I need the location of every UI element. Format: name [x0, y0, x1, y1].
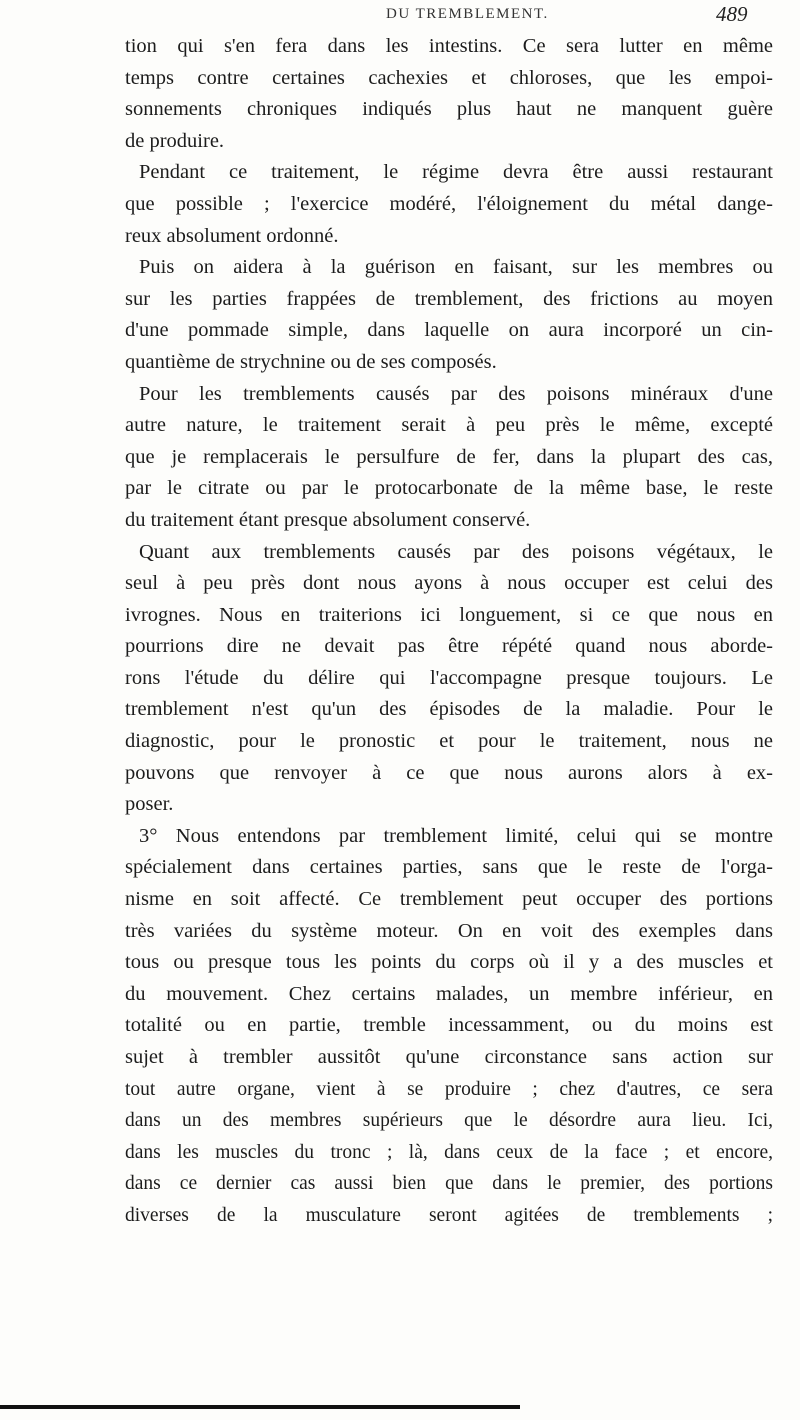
- text-line: que possible ; l'exercice modéré, l'éloignement du métal dange-: [125, 192, 773, 215]
- text-line: tous ou presque tous les points du corps où il y a des muscles et: [125, 951, 773, 974]
- text-line: Quant aux tremblements causés par des poisons végétaux, le: [139, 540, 773, 563]
- text-line: spécialement dans certaines parties, sans que le reste de l'orga-: [125, 856, 773, 879]
- running-title: DU TREMBLEMENT.: [386, 6, 549, 22]
- text-line: tremblement n'est qu'un des épisodes de la maladie. Pour le: [125, 698, 773, 721]
- text-line: dans un des membres supérieurs que le désordre aura lieu. Ici,: [125, 1110, 773, 1132]
- page-number: 489: [716, 2, 748, 26]
- text-line: Pendant ce traitement, le régime devra être aussi restaurant: [139, 161, 773, 184]
- text-line: dans les muscles du tronc ; là, dans ceux de la face ; et encore,: [125, 1141, 773, 1163]
- text-line: sujet à trembler aussitôt qu'une circonstance sans action sur: [125, 1046, 773, 1068]
- text-line: seul à peu près dont nous ayons à nous occuper est celui des: [125, 572, 773, 595]
- text-line: nisme en soit affecté. Ce tremblement peut occuper des portions: [125, 888, 773, 911]
- text-line: tout autre organe, vient à se produire ; chez d'autres, ce sera: [125, 1078, 773, 1100]
- text-line: de produire.: [125, 129, 225, 152]
- text-line: pouvons que renvoyer à ce que nous aurons alors à ex-: [125, 761, 773, 784]
- text-line: quantième de strychnine ou de ses composés.: [125, 350, 497, 373]
- text-line: 3° Nous entendons par tremblement limité, celui qui se montre: [139, 824, 773, 847]
- text-line: d'une pommade simple, dans laquelle on aura incorporé un cin-: [125, 319, 773, 342]
- scan-edge-rule: [0, 1405, 520, 1409]
- text-line: pourrions dire ne devait pas être répété quand nous aborde-: [125, 635, 773, 658]
- text-line: temps contre certaines cachexies et chloroses, que les empoi-: [125, 66, 773, 89]
- body-text: [125, 31, 773, 1232]
- running-head: [0, 2, 800, 28]
- text-line: diagnostic, pour le pronostic et pour le traitement, nous ne: [125, 730, 773, 753]
- text-line: tion qui s'en fera dans les intestins. Ce sera lutter en même: [125, 35, 773, 57]
- text-line: Puis on aidera à la guérison en faisant, sur les membres ou: [139, 256, 773, 279]
- text-line: sur les parties frappées de tremblement, des frictions au moyen: [125, 287, 773, 310]
- text-line: reux absolument ordonné.: [125, 224, 339, 247]
- text-line: dans ce dernier cas aussi bien que dans le premier, des portions: [125, 1173, 773, 1195]
- text-line: que je remplacerais le persulfure de fer, dans la plupart des cas,: [125, 445, 773, 468]
- text-line: rons l'étude du délire qui l'accompagne presque toujours. Le: [125, 666, 773, 689]
- text-line: totalité ou en partie, tremble incessamment, ou du moins est: [125, 1014, 773, 1037]
- text-line: diverses de la musculature seront agitées de tremblements ;: [125, 1204, 773, 1226]
- text-line: très variées du système moteur. On en voit des exemples dans: [125, 919, 773, 942]
- text-line: du traitement étant presque absolument conservé.: [125, 508, 531, 531]
- text-line: par le citrate ou par le protocarbonate de la même base, le reste: [125, 477, 773, 500]
- text-line: Pour les tremblements causés par des poisons minéraux d'une: [139, 382, 773, 405]
- text-line: poser.: [125, 793, 174, 816]
- text-line: ivrognes. Nous en traiterions ici longuement, si ce que nous en: [125, 603, 773, 626]
- text-line: autre nature, le traitement serait à peu près le même, excepté: [125, 414, 773, 437]
- text-line: sonnements chroniques indiqués plus haut ne manquent guère: [125, 98, 773, 121]
- text-line: du mouvement. Chez certains malades, un membre inférieur, en: [125, 982, 773, 1005]
